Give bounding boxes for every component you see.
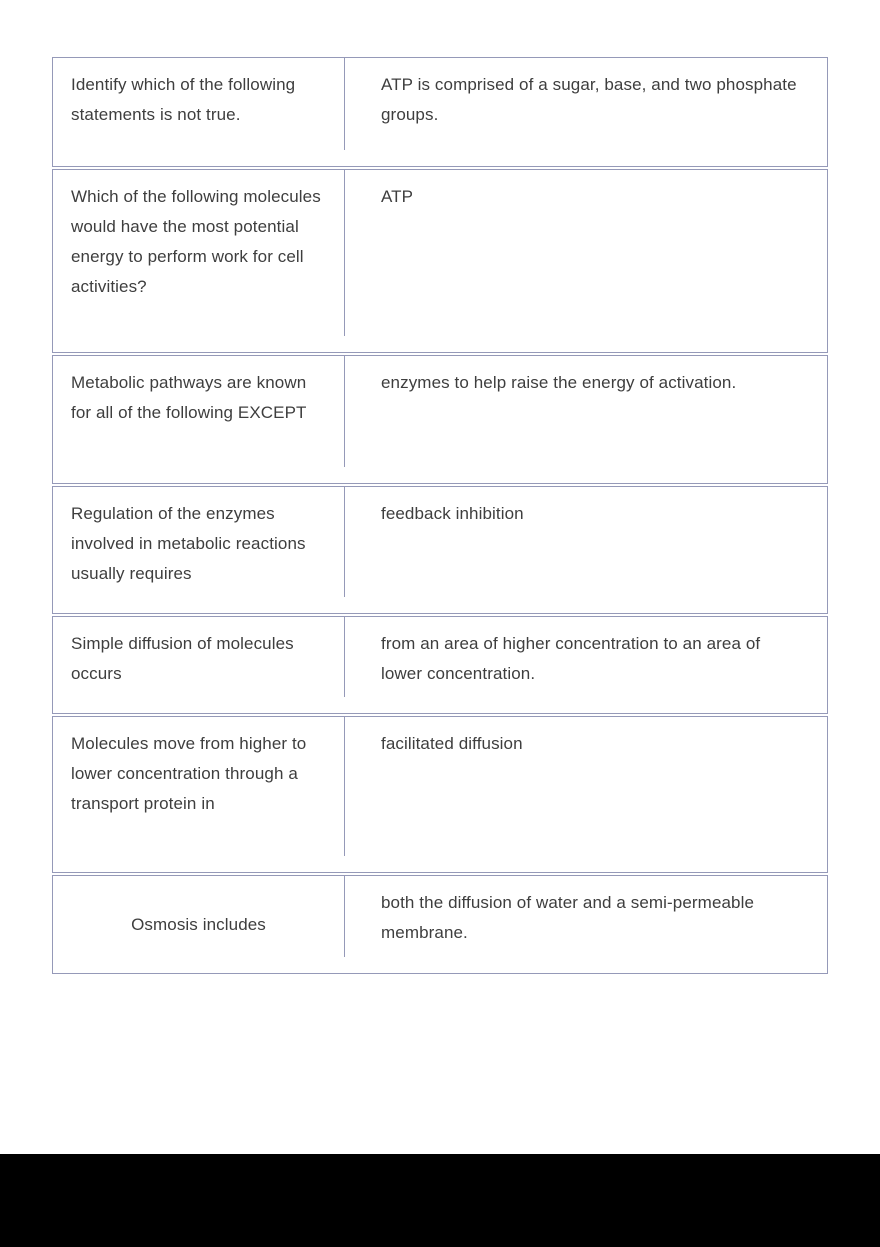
question-text: Metabolic pathways are known for all of the following EXCEPT (71, 373, 307, 422)
answer-text: ATP (381, 187, 414, 206)
table-row (52, 169, 828, 353)
answer-cell (344, 170, 827, 352)
black-footer-bar (0, 1154, 880, 1247)
answer-cell (344, 876, 827, 973)
table-row (52, 486, 828, 614)
answer-text: ATP is comprised of a sugar, base, and two phosphate groups. (381, 75, 797, 124)
question-cell (53, 170, 344, 352)
question-text: Simple diffusion of molecules occurs (71, 634, 294, 683)
question-cell (53, 487, 344, 613)
question-cell (53, 58, 344, 166)
answer-text: from an area of higher concentration to an area of lower concentration. (381, 634, 761, 683)
question-cell (53, 876, 344, 973)
answer-cell (344, 58, 827, 166)
question-text: Regulation of the enzymes involved in metabolic reactions usually requires (71, 504, 306, 583)
answer-text: feedback inhibition (381, 504, 524, 523)
answer-cell (344, 356, 827, 483)
column-divider (344, 170, 345, 336)
table-row (52, 716, 828, 873)
column-divider (344, 717, 345, 856)
table-row (52, 57, 828, 167)
question-cell (53, 717, 344, 872)
question-answer-table (52, 57, 828, 976)
question-cell (53, 617, 344, 713)
column-divider (344, 617, 345, 697)
answer-text: both the diffusion of water and a semi-permeable membrane. (381, 893, 755, 942)
column-divider (344, 487, 345, 597)
column-divider (344, 356, 345, 467)
question-text: Molecules move from higher to lower concentration through a transport protein in (71, 734, 307, 813)
column-divider (344, 58, 345, 150)
table-row (52, 616, 828, 714)
answer-text: facilitated diffusion (381, 734, 523, 753)
column-divider (344, 876, 345, 957)
answer-text: enzymes to help raise the energy of activation. (381, 373, 737, 392)
question-text: Which of the following molecules would have the most potential energy to perform work for cell activities? (71, 187, 321, 296)
question-cell (53, 356, 344, 483)
table-row (52, 355, 828, 484)
answer-cell (344, 617, 827, 713)
question-text: Identify which of the following statements is not true. (71, 75, 296, 124)
table-row (52, 875, 828, 974)
answer-cell (344, 487, 827, 613)
answer-cell (344, 717, 827, 872)
question-text: Osmosis includes (131, 914, 266, 934)
